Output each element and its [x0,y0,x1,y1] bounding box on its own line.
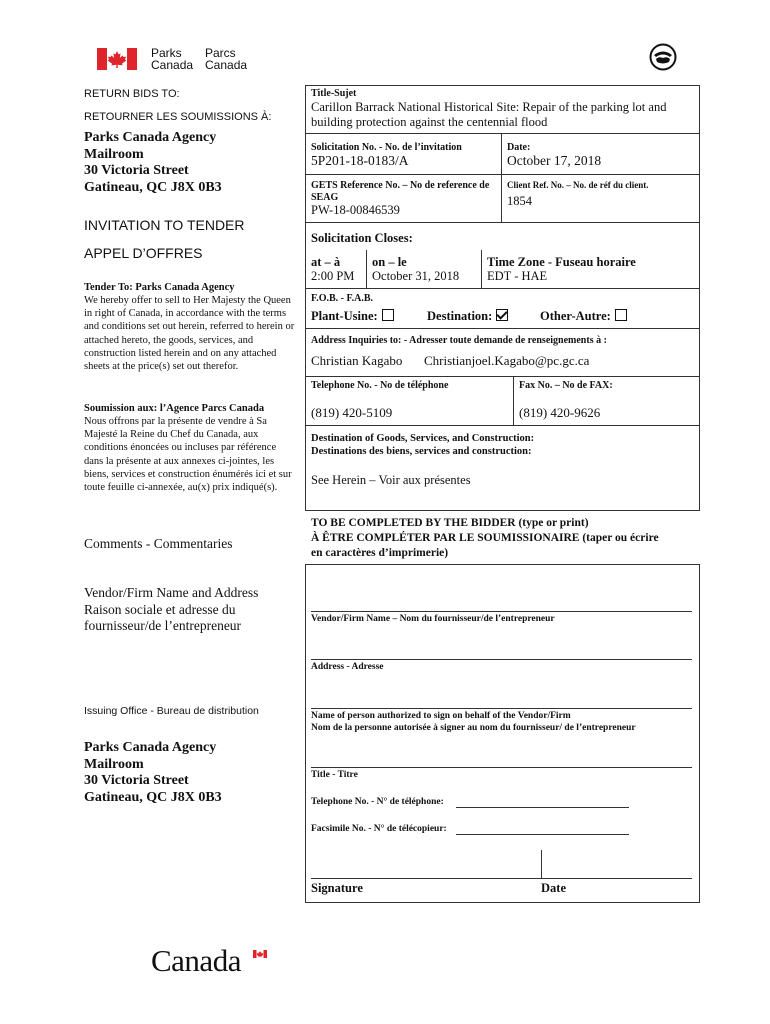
parks-fr-line1: Parcs [205,46,236,60]
telephone-label: Telephone No. - No de téléphone [311,380,449,391]
authorized-line: Name of person authorized to sign on behalf of the Vendor/Firm [311,711,571,721]
client-ref-label: Client Ref. No. – No. de réf du client. [507,180,649,190]
solicitation-no-label: Solicitation No. - No. de l’invitation [311,142,462,153]
issuing-address [84,740,222,806]
tender-to-title: Tender To: Parks Canada Agency [84,282,235,293]
authorized-name-input-line[interactable] [311,708,692,709]
comments-label: Comments - Commentaries [84,536,233,551]
vendor-name-input-line[interactable] [311,611,692,612]
solicitation-closes-label: Solicitation Closes: [311,231,413,245]
at-label: at – à [311,255,341,269]
plant-usine-checkbox[interactable] [382,309,394,321]
contact-name: Christian Kagabo [311,353,403,368]
gets-ref-label: GETS Reference No. – No de reference de SEAG [311,180,490,203]
plant-usine-option[interactable] [311,309,394,324]
solicitation-no-value: 5P201-18-0183/A [311,153,409,168]
title-label: Title-Sujet [311,88,357,99]
issuing-office-label: Issuing Office - Bureau de distribution [84,705,259,717]
contact-email[interactable]: Christianjoel.Kagabo@pc.gc.ca [424,353,590,368]
bidder-line: en caractères d’imprimerie) [311,547,449,559]
on-label: on – le [372,255,407,269]
address-line: Gatineau, QC J8X 0B3 [84,179,222,195]
canada-wordmark: Canada [151,943,241,978]
parks-en-line2: Canada [151,58,194,72]
invitation-title-fr: APPEL D’OFFRES [84,245,203,261]
parks-fr-line2: Canada [205,58,248,72]
telephone-value: (819) 420-5109 [311,405,393,420]
beaver-logo-icon [649,43,677,76]
destination-goods-line: Destination of Goods, Services, and Construction: [311,433,535,444]
vendor-label-line: Vendor/Firm Name and Address [84,585,259,600]
time-zone-value: EDT - HAE [487,269,548,283]
facsimile-input-line[interactable] [456,834,629,835]
date-field-label: Date [541,881,566,895]
date-value: October 17, 2018 [507,153,602,168]
see-herein: See Herein – Voir aux présentes [311,473,471,487]
other-autre-label: Other-Autre: [540,309,611,323]
return-address [84,130,222,196]
authorized-line: Nom de la personne autorisée à signer au nom du fournisseur/ de l’entrepreneur [311,722,636,733]
address-line: 30 Victoria Street [84,773,189,788]
destination-checkbox[interactable] [496,309,508,321]
fax-label: Fax No. – No de FAX: [519,380,613,391]
vendor-label-line: Raison sociale et adresse du [84,601,236,617]
address-line: Mailroom [84,146,144,162]
canada-wordmark-flag-icon [253,950,267,958]
vendor-name-label: Vendor/Firm Name – Nom du fournisseur/de l’entrepreneur [311,614,555,624]
telephone-field-label: Telephone No. - N° de téléphone: [311,797,444,807]
fax-value: (819) 420-9626 [519,405,601,420]
bidder-instructions [311,516,706,561]
parks-label-en [151,47,193,71]
address-line: 30 Victoria Street [84,163,189,178]
title-titre-label: Title - Titre [311,770,358,780]
title-value: Carillon Barrack National Historical Site: Repair of the parking lot and building protection against the centennial flood [311,100,667,129]
bidder-line: À ÊTRE COMPLÉTER PAR LE SOUMISSIONAIRE (taper ou écrire [311,532,659,544]
gets-ref-value: PW-18-00846539 [311,203,400,217]
bidder-line: TO BE COMPLETED BY THE BIDDER (type or print) [311,517,589,529]
canada-flag-icon [97,48,137,70]
vendor-label-line: fournisseur/de l’entrepreneur [84,618,242,633]
address-label: Address - Adresse [311,662,384,672]
telephone-input-line[interactable] [456,807,629,808]
parks-en-line1: Parks [151,46,182,60]
authorized-person-label [311,711,636,734]
address-input-line[interactable] [311,659,692,660]
tender-to-body: We hereby offer to sell to Her Majesty the Queen in right of Canada, in accordance with the terms and conditions set out herein, referred to herein or attached hereto, the goods, services, and construction listed herein and on any attached sheets at the price(s) set out therefor. [84,295,295,373]
facsimile-field-label: Facsimile No. - N° de télécopieur: [311,824,447,834]
title-input-line[interactable] [311,767,692,768]
return-bids-fr: RETOURNER LES SOUMISSIONS À: [84,111,272,123]
signature-label: Signature [311,881,363,895]
parks-canada-signature [97,47,257,73]
address-line: Parks Canada Agency [84,740,217,755]
address-inquiries-label: Address Inquiries to: - Adresser toute demande de renseignements à : [311,335,607,346]
at-value: 2:00 PM [311,269,355,283]
on-value: October 31, 2018 [372,269,460,283]
invitation-title-en: INVITATION TO TENDER [84,217,245,233]
plant-usine-label: Plant-Usine: [311,309,378,323]
destination-goods-line: Destinations des biens, services and construction: [311,445,532,457]
address-line: Mailroom [84,756,144,772]
address-line: Gatineau, QC J8X 0B3 [84,789,222,805]
soumission-title: Soumission aux: l’Agence Parcs Canada [84,403,265,414]
client-ref-value: 1854 [507,194,532,208]
address-line: Parks Canada Agency [84,130,217,145]
time-zone-label: Time Zone - Fuseau horaire [487,255,636,269]
destination-goods-label [311,433,534,458]
date-label: Date: [507,142,531,153]
other-autre-option[interactable] [540,309,627,324]
return-bids-en: RETURN BIDS TO: [84,88,180,100]
soumission-body: Nous offrons par la présente de vendre à Sa Majesté la Reine du Chef du Canada, aux conditions énoncées ou incluses par référence dans la présente at aux annexes ci-jointes, les biens, services et construction énumérés ici et sur toute feuille ci-annexée, au(x) prix indiqué(s). [84,416,292,494]
destination-option[interactable] [427,309,508,324]
destination-label: Destination: [427,309,493,323]
parks-label-fr [205,47,247,71]
vendor-name-address-label [84,585,258,635]
other-autre-checkbox[interactable] [615,309,627,321]
fob-label: F.O.B. - F.A.B. [311,293,374,304]
signature-date-line[interactable] [311,878,692,879]
